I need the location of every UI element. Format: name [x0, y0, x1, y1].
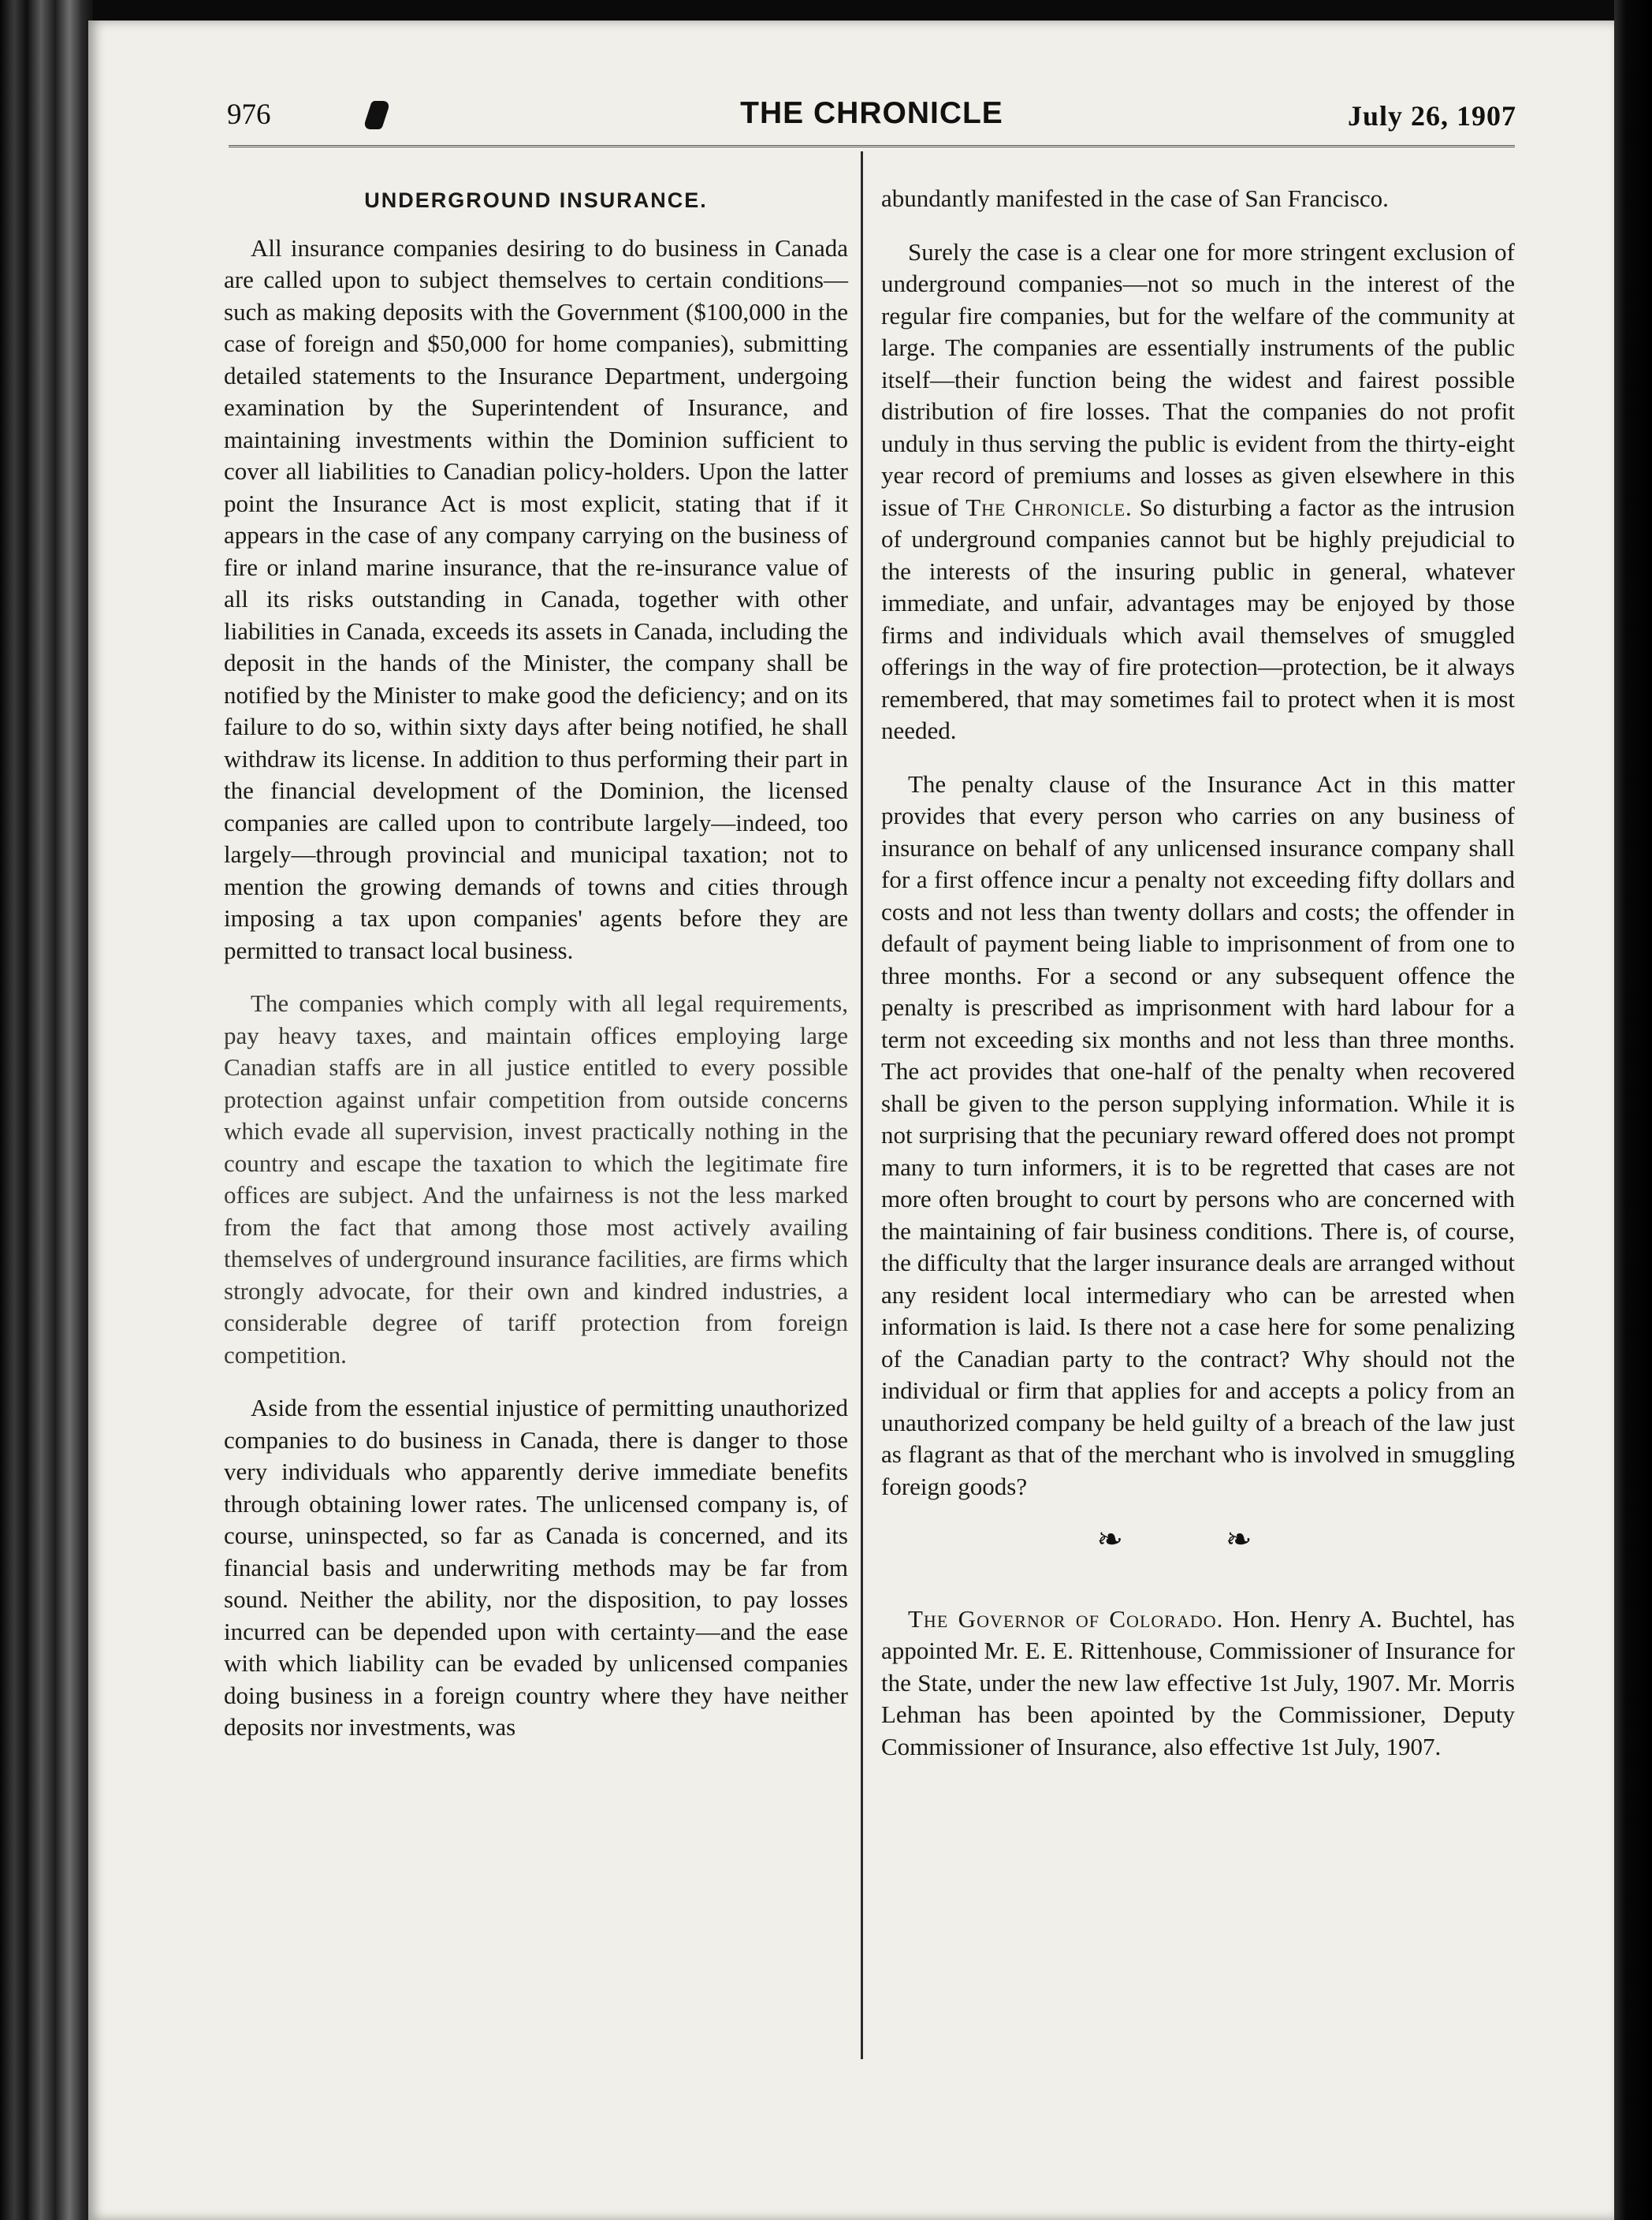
article-paragraph-continued: abundantly manifested in the case of San Francisco.	[881, 184, 1389, 212]
note-lead: The Governor of Colorado.	[908, 1604, 1224, 1633]
left-column	[224, 181, 848, 1765]
publication-reference: The Chronicle	[966, 493, 1126, 521]
right-column	[881, 183, 1515, 1784]
paragraph-text: . So disturbing a factor as the intrusion of underground companies cannot but be highly prejudicial to the interests of the insuring public in general, whatever immediate, and unfair, advantages may be enjoyed by those firms and individuals which avail themselves of smuggled offerings in the way of fire protection—protection, be it always remembered, that may sometimes fail to protect when it is most needed.	[881, 493, 1516, 744]
note-body: Hon. Henry A. Buchtel, has appointed Mr. E. E. Rittenhouse, Commissioner of Insurance for the State, under the new law effective 1st July, 1907. Mr. Morris Lehman has been apointed by the Commissioner, Deputy Commissioner of Insurance, also effective 1st July, 1907.	[881, 1604, 1515, 1760]
publication-title: THE CHRONICLE	[740, 96, 1003, 130]
page-edge-shadow	[1614, 0, 1652, 2220]
column-divider	[861, 151, 863, 2059]
news-note	[881, 1604, 1515, 1764]
book-spine-shadow	[0, 0, 93, 2220]
article-paragraph	[881, 237, 1515, 747]
page-number: 976	[227, 99, 271, 131]
article-paragraph: All insurance companies desiring to do business in Canada are called upon to subject themselves to certain conditions—such as making deposits with the Government ($100,000 in the case of foreign and $50,000 for home companies), submitting detailed statements to the Insurance Department, undergoing examination by the Superintendent of Insurance, and maintaining investments within the Dominion sufficient to cover all liabilities to Canadian policy-holders. Upon the latter point the Insurance Act is most explicit, stating that if it appears in the case of any company carrying on the business of fire or inland marine insurance, that the re-insurance value of all its risks outstanding in Canada, together with other liabilities in Canada, exceeds its assets in Canada, including the deposit in the hands of the Minister, the company shall be notified by the Minister to make good the deficiency; and on its failure to do so, within sixty days after being notified, he shall withdraw its license. In addition to thus performing their part in the financial development of the Dominion, the licensed companies are called upon to contribute largely—indeed, too largely—through provincial and municipal taxation; not to mention the growing demands of towns and cities through imposing a tax upon companies' agents before they are permitted to transact local business.	[224, 233, 848, 964]
paragraph-text: Surely the case is a clear one for more stringent exclusion of underground companies—not so much in the interest of the regular fire companies, but for the welfare of the community at large. The companies are essentially instruments of the public itself—their function being the widest and fairest possible distribution of fire losses. That the companies do not profit unduly in thus serving the public is evident from the thirty-eight year record of premiums and losses as given elsewhere in this issue of	[881, 237, 1515, 521]
issue-date: July 26, 1907	[1347, 100, 1516, 132]
article-paragraph: The penalty clause of the Insurance Act in this matter provides that every person who carries on any business of insurance on behalf of any unlicensed insurance company shall for a first offence incur a penalty not exceeding fifty dollars and costs and not less than twenty dollars and costs; the offender in default of payment being liable to imprisonment of from one to three months. For a second or any subsequent offence the penalty is prescribed as imprisonment with hard labour for a term not exceeding six months and not less than three months. The act provides that one-half of the penalty when recovered shall be given to the person supplying information. While it is not surprising that the pecuniary reward offered does not prompt many to turn informers, it is to be regretted that cases are not more often brought to court by persons who are concerned with the maintaining of fair business conditions. There is, of course, the difficulty that the larger insurance deals are arranged without any resident local intermediary who can be arrested when information is laid. Is there not a case here for some penalizing of the Canadian party to the contract? Why should not the individual or firm that applies for and accepts a policy from an unauthorized company be held guilty of a breach of the law just as flagrant as that of the merchant who is involved in smuggling foreign goods?	[881, 769, 1515, 1500]
article-heading: UNDERGROUND INSURANCE.	[364, 188, 708, 212]
article-paragraph: Aside from the essential injustice of permitting unauthorized companies to do business in Canada, there is danger to those very individuals who apparently derive immediate benefits through obtaining lower rates. The unlicensed company is, of course, uninspected, so far as Canada is concerned, and its financial basis and underwriting methods may be far from sound. Neither the ability, nor the disposition, to pay losses incurred can be depended upon with certainty—and the ease with which liability can be evaded by unlicensed companies doing business in a foreign country where they have neither deposits nor investments, was	[224, 1394, 848, 1741]
article-paragraph: The companies which comply with all legal requirements, pay heavy taxes, and maintain offices employing large Canadian staffs are in all justice entitled to every possible protection against unfair competition from outside concerns which evade all supervision, invest practically nothing in the country and escape the taxation to which the legitimate fire offices are subject. And the unfairness is not the less marked from the fact that among those most actively availing themselves of underground insurance facilities, are firms which strongly advocate, for their own and kindred industries, a considerable degree of tariff protection from foreign competition.	[224, 989, 848, 1369]
page-header	[227, 93, 1516, 140]
header-rule	[229, 145, 1515, 147]
separator-ornament: ❧ ❧	[1096, 1522, 1300, 1557]
